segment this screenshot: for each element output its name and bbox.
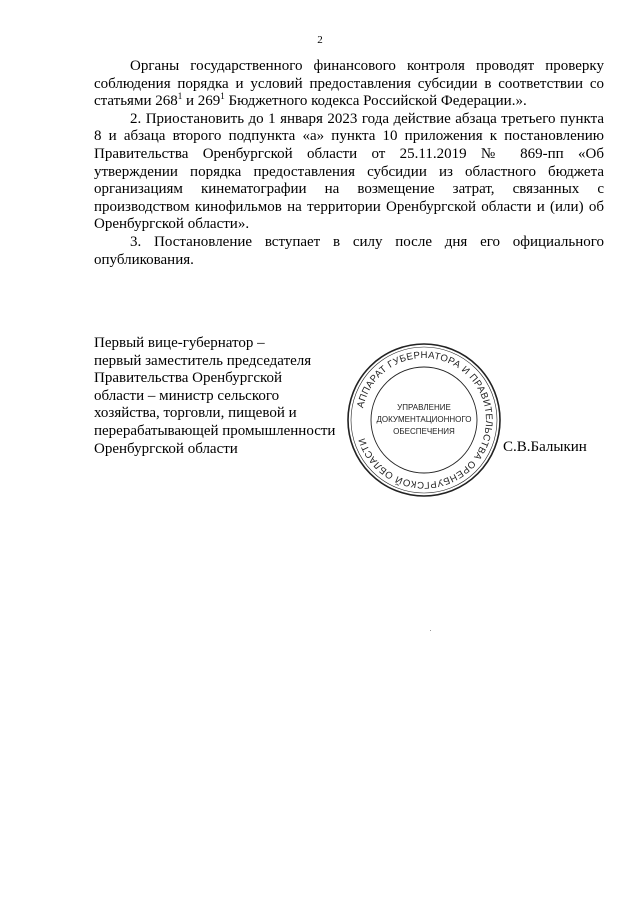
stamp-ring-text: АППАРАТ ГУБЕРНАТОРА И ПРАВИТЕЛЬСТВА ОРЕНБУРГСКОЙ ОБЛАСТИ: [355, 349, 495, 491]
signatory-name: С.В.Балыкин: [503, 439, 587, 455]
stamp-center-line-3: ОБЕСПЕЧЕНИЯ: [393, 427, 455, 436]
paragraph-1-text-b: и 269: [182, 93, 221, 110]
paragraph-1: [94, 58, 604, 111]
paragraph-2: 2. Приостановить до 1 января 2023 года действие абзаца третьего пункта 8 и абзаца второго подпункта «а» пункта 10 приложения к постановлению Правительства Оренбургской области от 25.11.2019 № 869-пп «Об утверждении порядка предоставления субсидии из областного бюджета организациям кинематографии на возмещение затрат, связанных с производством кинофильмов на территории Оренбургской области и (или) об Оренбургской области».: [94, 110, 604, 233]
signatory-line: Правительства Оренбургской: [94, 370, 283, 387]
page-number: 2: [317, 34, 323, 46]
superscript-1: 1: [177, 91, 183, 102]
signatory-line: Первый вице-губернатор –: [94, 335, 265, 351]
paragraph-3: 3. Постановление вступает в силу после дня его официального опубликования.: [94, 233, 604, 268]
superscript-2: 1: [220, 91, 225, 102]
stamp-center-line-2: ДОКУМЕНТАЦИОННОГО: [376, 415, 472, 424]
document-body: [94, 58, 604, 269]
scan-speck: [430, 630, 431, 631]
signatory-line: первый заместитель председателя: [94, 352, 312, 369]
paragraph-1-text-a: Органы государственного финансового контроля проводят проверку соблюдения порядка и условий предоставления субсидии в соответствии со статьями 268: [94, 58, 604, 110]
signatory-title: [94, 335, 354, 458]
signatory-line: области – министр сельского: [94, 387, 280, 404]
signatory-line: хозяйства, торговли, пищевой и: [94, 405, 297, 422]
official-stamp: [344, 340, 504, 500]
stamp-center-line-1: УПРАВЛЕНИЕ: [397, 403, 451, 412]
signatory-line: перерабатывающей промышленности: [94, 422, 336, 439]
paragraph-1-text-c: Бюджетного кодекса Российской Федерации.».: [224, 93, 527, 110]
signatory-line: Оренбургской области: [94, 440, 238, 457]
